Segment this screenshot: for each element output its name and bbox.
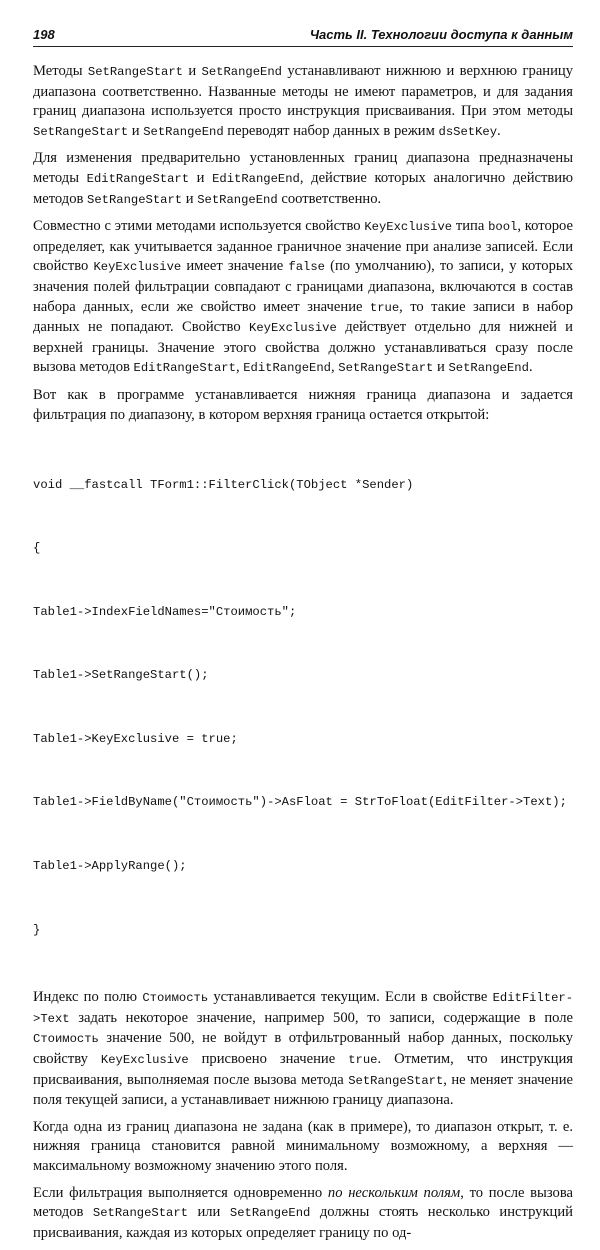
page-body [33,62,573,1250]
code-term: SetRangeStart [33,124,129,139]
paragraph-3: Совместно с этими методами используется свойство KeyExclusive типа bool, которое определяет, как учитывается заданное граничное значение при анализе записей. Если свойство KeyExclusive имеет значение false (по умолчанию), то записи, у которых значения полей фильтрации совпадают с границами диапазона, включаются в состав набора данных, если же свойство имеет значение true, то такие записи в набор данных не попадают. Свойство KeyExclusive действует отдельно для нижней и верхней границы. Значение этого свойства должно устанавливаться сразу после вызова методов EditRangeStart, EditRangeEnd, SetRangeStart и SetRangeEnd. [33,218,574,376]
emphasis-text: по нескольким полям [327,1184,461,1201]
code-term: true [369,300,400,315]
code-term: false [288,260,325,275]
code-line: Table1->FieldByName("Стоимость")->AsFloat = StrToFloat(EditFilter->Text); [33,795,567,810]
page-number: 198 [33,27,55,42]
paragraph-2: Для изменения предварительно установленных границ диапазона предназначены методы EditRangeStart и EditRangeEnd, действие которых аналогично действию методов SetRangeStart и SetRangeEnd соответственно. [33,150,573,207]
code-term: SetRangeEnd [448,361,529,376]
code-line: } [33,922,41,937]
code-term: Стоимость [33,1032,99,1047]
code-term: dsSetKey [438,124,498,139]
code-term: SetRangeEnd [143,124,224,139]
code-term: KeyExclusive [249,321,337,336]
page-header [33,24,573,47]
code-term: SetRangeStart [87,65,183,79]
code-term: EditRangeStart [133,361,236,376]
code-line: Table1->KeyExclusive = true; [33,731,238,746]
code-line: { [33,541,41,556]
code-term: EditRangeStart [86,171,190,186]
code-term: SetRangeStart [87,192,183,207]
code-term: SetRangeStart [338,361,434,376]
code-term: bool [488,220,518,235]
code-term: KeyExclusive [93,260,182,275]
paragraph-1: Методы SetRangeStart и SetRangeEnd устанавливают нижнюю и верхнюю границу диапазона соответственно. Названные методы не имеют параметров, и для задания границ диапазона используется просто инструкция присваивания. При этом методы SetRangeStart и SetRangeEnd переводят набор данных в режим dsSetKey. [33,63,574,139]
code-term: SetRangeStart [92,1206,188,1221]
code-line: void __fastcall TForm1::FilterClick(TObject *Sender) [33,477,414,492]
code-term: SetRangeEnd [229,1206,311,1221]
code-term: KeyExclusive [364,220,453,235]
paragraph-6: Когда одна из границ диапазона не задана (как в примере), то диапазон открыт, т. е. нижняя граница становится равной минимальному возможному, а верхняя — максимальному возможному значению этого поля. [33,1118,573,1174]
code-term: KeyExclusive [100,1053,189,1068]
code-term: SetRangeEnd [197,192,278,207]
paragraph-7: Если фильтрация выполняется одновременно по нескольким полям, то после вызова методов SetRangeStart или SetRangeEnd должны стоять несколько инструкций присваивания, каждая из которых определяет границу по од- [33,1184,573,1241]
code-term: true [348,1053,378,1068]
paragraph-5: Индекс по полю Стоимость устанавливается текущим. Если в свойстве EditFilter->Text задать некоторое значение, например 500, то записи, содержащие в поле Стоимость значение 500, не войдут в отфильтрованный набор данных, поскольку свойству KeyExclusive присвоено значение true. Отметим, что инструкция присваивания, выполняемая после вызова метода SetRangeStart, не меняет значение поля текущей записи, а устанавливает нижнюю границу диапазона. [33,989,574,1109]
section-title: Часть II. Технологии доступа к данным [309,27,573,42]
code-line: Table1->SetRangeStart(); [33,668,209,683]
code-term: EditRangeEnd [243,361,331,376]
code-term: Стоимость [142,991,209,1006]
code-term: SetRangeEnd [201,65,282,79]
code-listing [33,432,573,983]
code-line: Table1->ApplyRange(); [33,859,187,874]
paragraph-4: Вот как в программе устанавливается нижняя граница диапазона и задается фильтрация по диапазону, в котором верхняя граница остается открытой: [33,386,573,423]
code-term: EditRangeEnd [212,171,300,186]
code-line: Table1->IndexFieldNames="Стоимость"; [33,604,297,619]
code-term: SetRangeStart [348,1073,444,1088]
code-term: EditFilter->Text [33,991,574,1026]
